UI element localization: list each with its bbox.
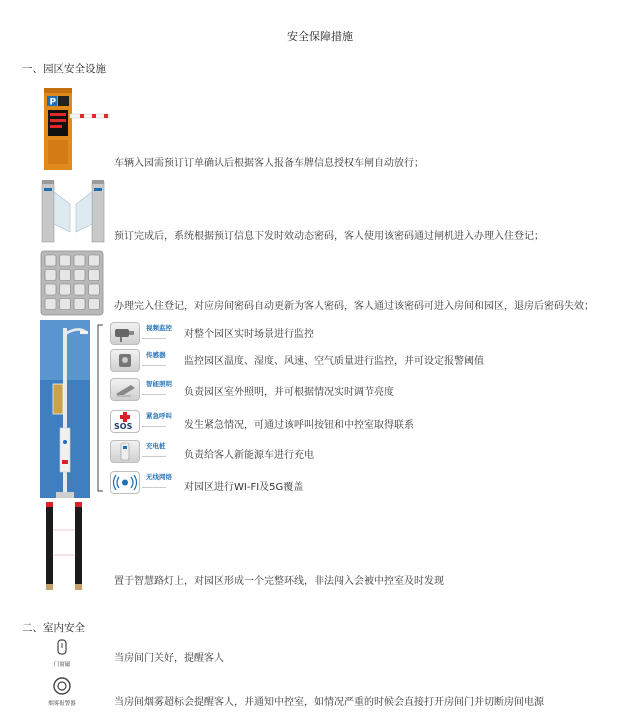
feature-label-underline: ▁▁▁▁▁▁▁▁ <box>142 453 166 457</box>
turnstile-image <box>40 174 106 246</box>
feature-card-video-surveillance <box>108 320 182 345</box>
sensor-description: 监控园区温度、湿度、风速、空气质量进行监控，并可设定报警阈值 <box>184 356 484 367</box>
keypad-key <box>89 284 100 295</box>
feature-card-wireless-network <box>108 469 182 494</box>
keypad-key <box>45 284 56 295</box>
page-title: 安全保障措施 <box>287 30 353 43</box>
feature-label: 视频监控 <box>146 324 172 332</box>
wifi-icon <box>110 471 140 494</box>
door-sensor-icon <box>52 638 72 658</box>
keypad-key <box>74 255 85 266</box>
gate-description: 车辆入园需预订订单确认后根据客人报备车牌信息授权车闸自动放行； <box>114 158 424 169</box>
sensor-icon <box>110 349 140 372</box>
video-surveillance-description: 对整个园区实时场景进行监控 <box>184 329 314 340</box>
feature-label: 充电桩 <box>146 442 166 450</box>
keypad-key <box>45 270 56 281</box>
feature-card-charging-pile <box>108 438 182 463</box>
barrier-gate-image <box>40 80 110 172</box>
keypad-key <box>89 299 100 310</box>
keypad-key <box>74 284 85 295</box>
keypad-key <box>45 255 56 266</box>
keypad-key <box>89 255 100 266</box>
street-lamp-icon <box>110 378 140 401</box>
feature-card-smart-lighting <box>108 376 182 401</box>
smoke-alarm-description: 当房间烟雾超标会提醒客人，并通知中控室，如情况严重的时候会直接打开房间门并切断房间电源 <box>114 697 544 708</box>
feature-label: 智能照明 <box>146 380 172 388</box>
camera-icon <box>110 322 140 345</box>
emergency-call-description: 发生紧急情况，可通过该呼叫按钮和中控室取得联系 <box>184 420 414 431</box>
feature-label-underline: ▁▁▁▁▁▁▁▁ <box>142 484 166 488</box>
section-heading-indoor: 二、室内安全 <box>22 622 85 634</box>
sos-icon <box>110 410 140 433</box>
keypad-image <box>40 250 104 316</box>
feature-card-sensor <box>108 347 182 372</box>
keypad-key <box>45 299 56 310</box>
feature-label-underline: ▁▁▁▁▁▁▁▁ <box>142 423 166 427</box>
charging-pile-icon <box>110 440 140 463</box>
feature-label: 紧急呼叫 <box>146 412 172 420</box>
keypad-key <box>74 299 85 310</box>
feature-label-underline: ▁▁▁▁▁▁▁▁ <box>142 391 166 395</box>
keypad-description: 办理完入住登记，对应房间密码自动更新为客人密码，客人通过该密码可进入房间和园区，退房后密码失效； <box>114 301 594 312</box>
keypad-key <box>60 270 71 281</box>
feature-label: 传感器 <box>146 351 166 359</box>
keypad-key <box>60 255 71 266</box>
feature-label-underline: ▁▁▁▁▁▁▁▁ <box>142 362 166 366</box>
keypad-key <box>60 284 71 295</box>
feature-label-underline: ▁▁▁▁▁▁▁▁ <box>142 335 166 339</box>
section-heading-facilities: 一、园区安全设施 <box>22 63 106 75</box>
keypad-key <box>89 270 100 281</box>
feature-label: 无线网络 <box>146 473 172 481</box>
feature-card-emergency-call <box>108 408 182 433</box>
smart-pole-image <box>40 320 90 498</box>
wireless-network-description: 对园区进行WI-FI及5G覆盖 <box>184 482 304 493</box>
smart-lighting-description: 负责园区室外照明，并可根据情况实时调节亮度 <box>184 387 394 398</box>
keypad-key <box>74 270 85 281</box>
charging-pile-description: 负责给客人新能源车进行充电 <box>184 450 314 461</box>
smoke-alarm-icon <box>52 676 72 696</box>
door-sensor-caption: 门窗磁 <box>53 662 71 668</box>
keypad-key <box>60 299 71 310</box>
sos-icon-text: SOS <box>114 422 133 431</box>
turnstile-description: 预订完成后，系统根据预订信息下发时效动态密码，客人使用该密码通过闸机进入办理入住登记； <box>114 231 544 242</box>
smoke-alarm-caption: 烟雾报警器 <box>48 701 76 707</box>
infrared-description: 置于智慧路灯上，对园区形成一个完整环线，非法闯入会被中控室及时发现 <box>114 576 444 587</box>
door-sensor-description: 当房间门关好，提醒客人 <box>114 653 224 664</box>
svg-text:P: P <box>49 97 57 108</box>
infrared-beam-image <box>40 500 90 592</box>
feature-bracket <box>94 324 104 492</box>
